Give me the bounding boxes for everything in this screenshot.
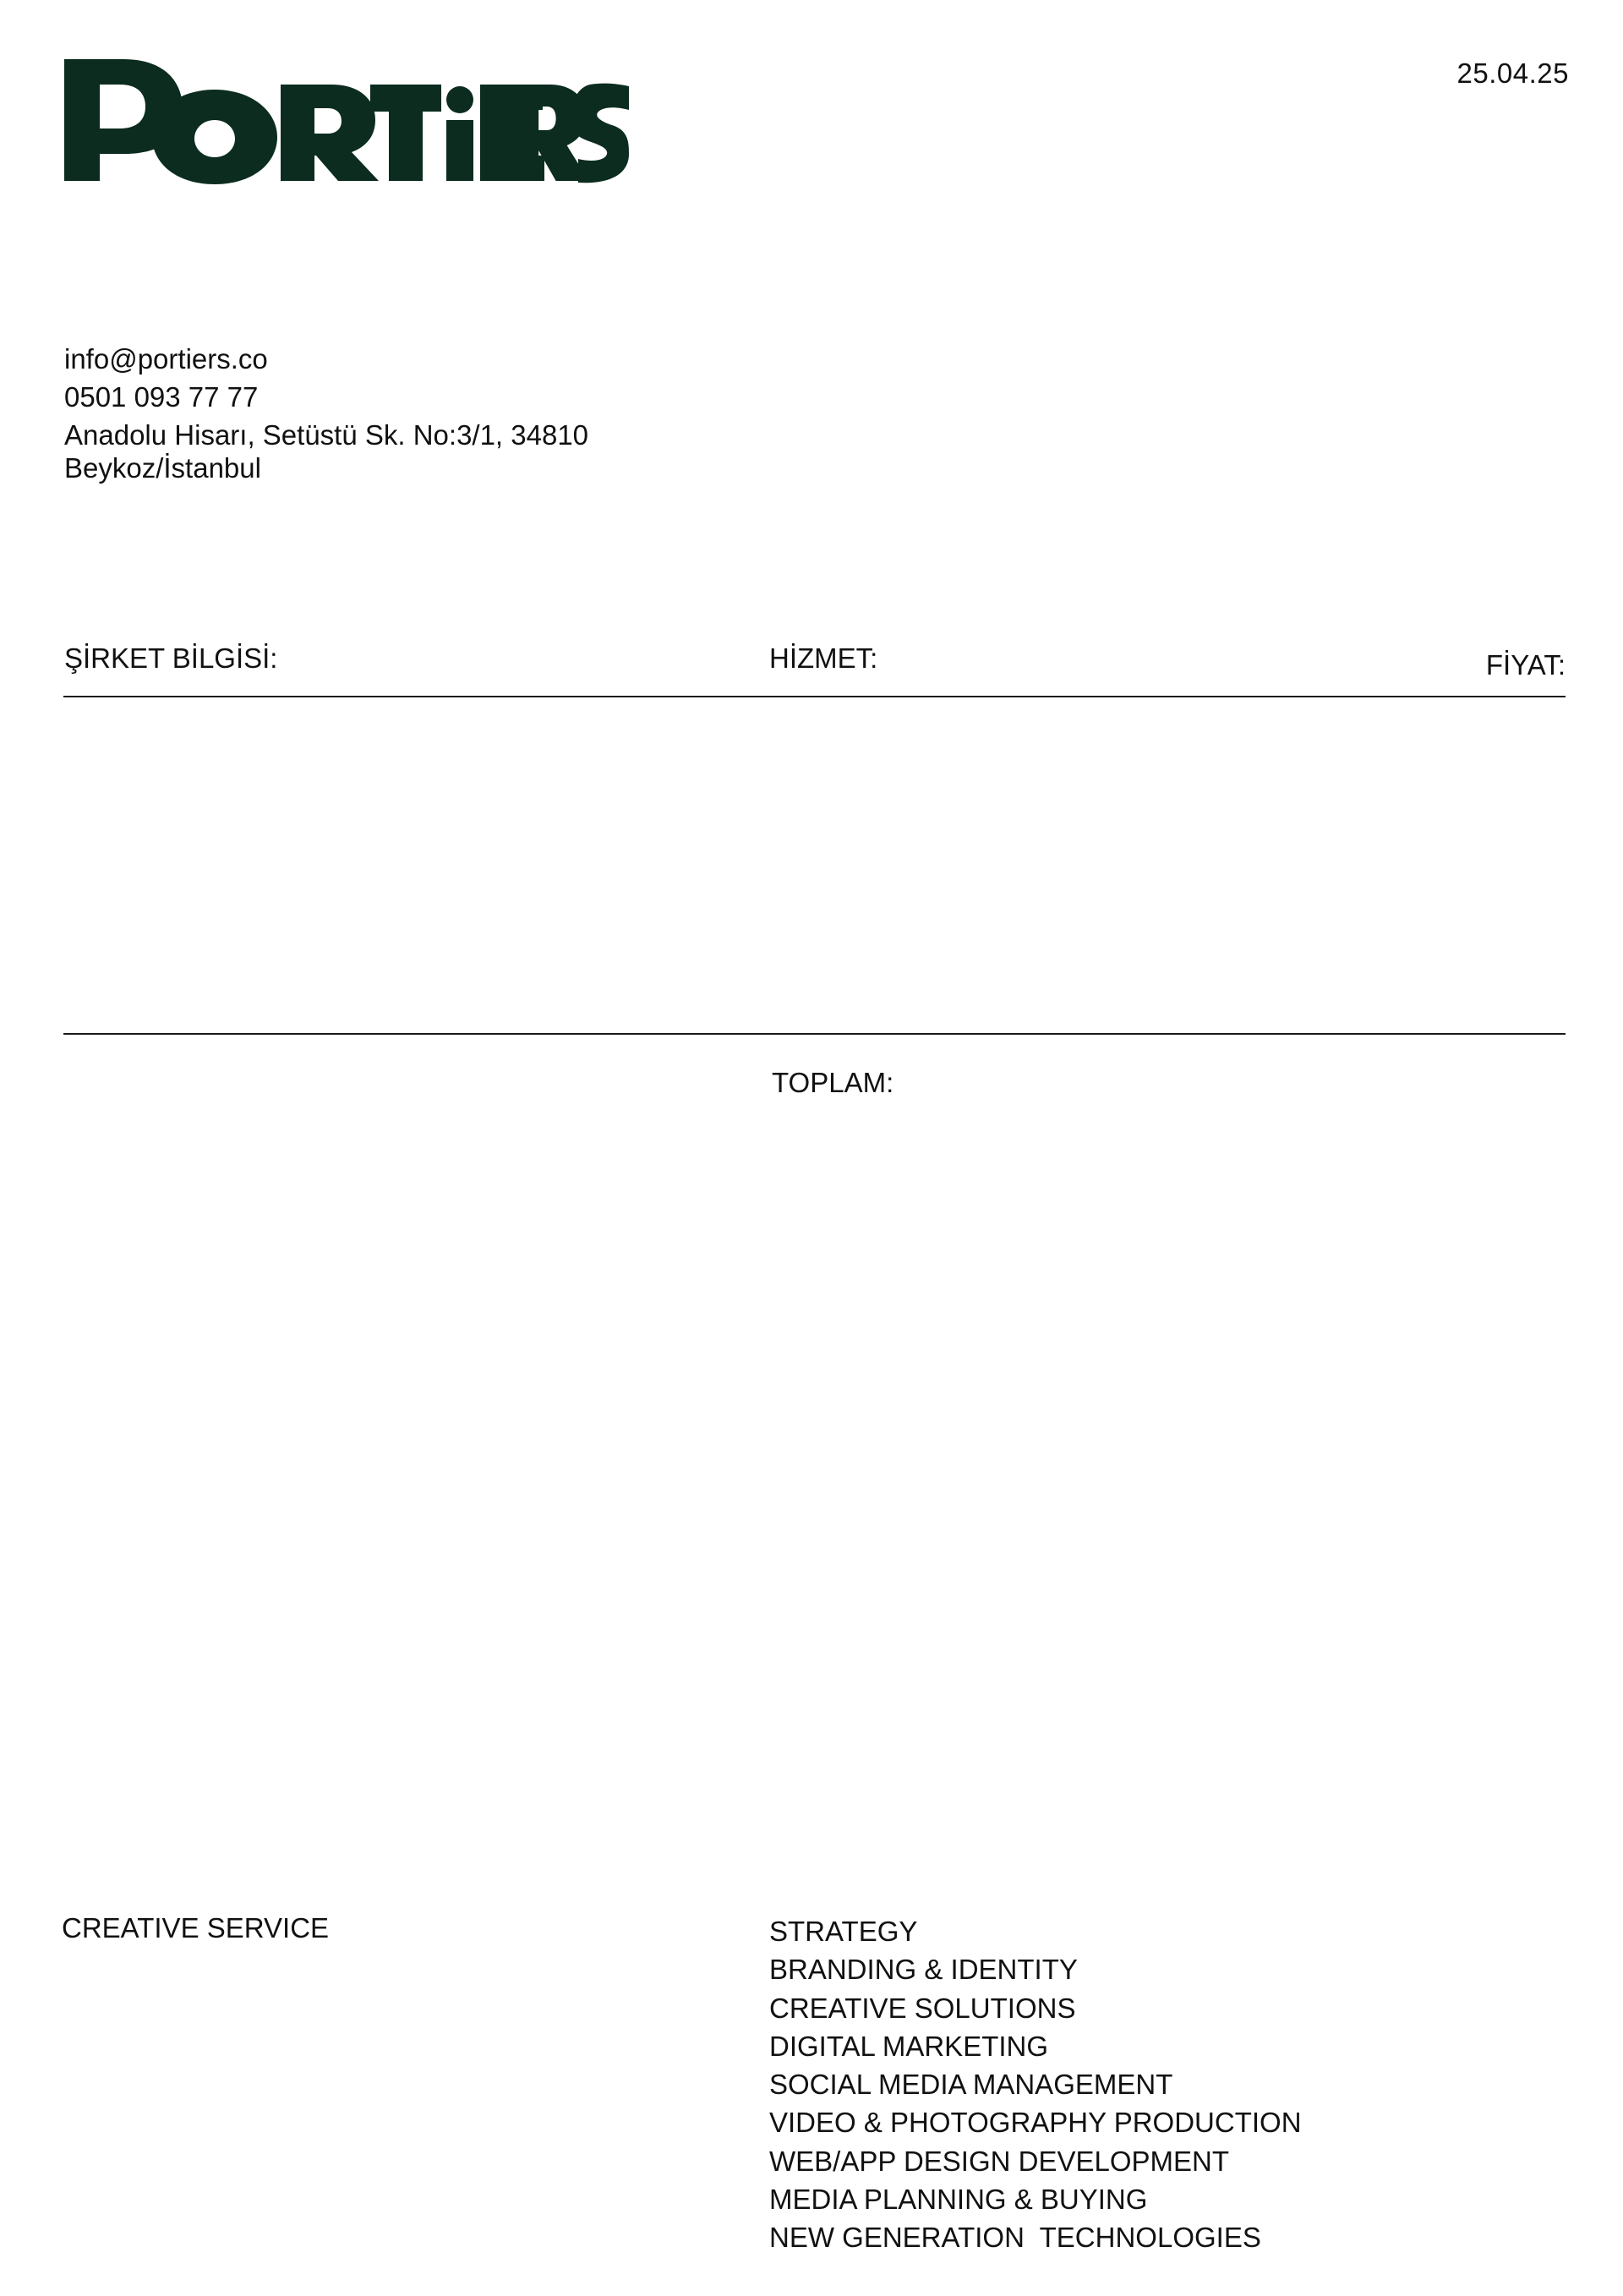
contact-address-line2: Beykoz/İstanbul — [64, 452, 261, 484]
creative-service-title: CREATIVE SERVICE — [62, 1912, 330, 1943]
services-list — [769, 1912, 1302, 2257]
table-bottom-divider — [63, 1033, 1566, 1035]
service-item: WEB/APP DESIGN DEVELOPMENT — [769, 2145, 1230, 2177]
service-item: MEDIA PLANNING & BUYING — [769, 2184, 1148, 2216]
portiers-logo — [64, 59, 636, 186]
service-label: HİZMET: — [769, 642, 878, 674]
service-item: DIGITAL MARKETING — [769, 2030, 1049, 2062]
price-label: FİYAT: — [1485, 649, 1566, 681]
total-label: TOPLAM: — [772, 1067, 894, 1098]
contact-address-line1: Anadolu Hisarı, Setüstü Sk. No:3/1, 34810 — [64, 419, 589, 451]
contact-info — [64, 340, 588, 487]
service-item: NEW GENERATION TECHNOLOGIES — [769, 2222, 1261, 2254]
document-date: 25.04.25 — [1456, 57, 1569, 89]
service-item: SOCIAL MEDIA MANAGEMENT — [769, 2069, 1173, 2101]
company-info-label: ŞİRKET BİLGİSİ: — [64, 642, 278, 674]
contact-email: info@portiers.co — [64, 343, 268, 374]
service-item: CREATIVE SOLUTIONS — [769, 1992, 1076, 2024]
service-item: VIDEO & PHOTOGRAPHY PRODUCTION — [769, 2107, 1302, 2139]
table-top-divider — [63, 696, 1566, 697]
service-item: BRANDING & IDENTITY — [769, 1954, 1078, 1986]
contact-phone: 0501 093 77 77 — [64, 381, 259, 413]
service-item: STRATEGY — [769, 1916, 918, 1947]
logo-wordmark — [64, 59, 636, 186]
